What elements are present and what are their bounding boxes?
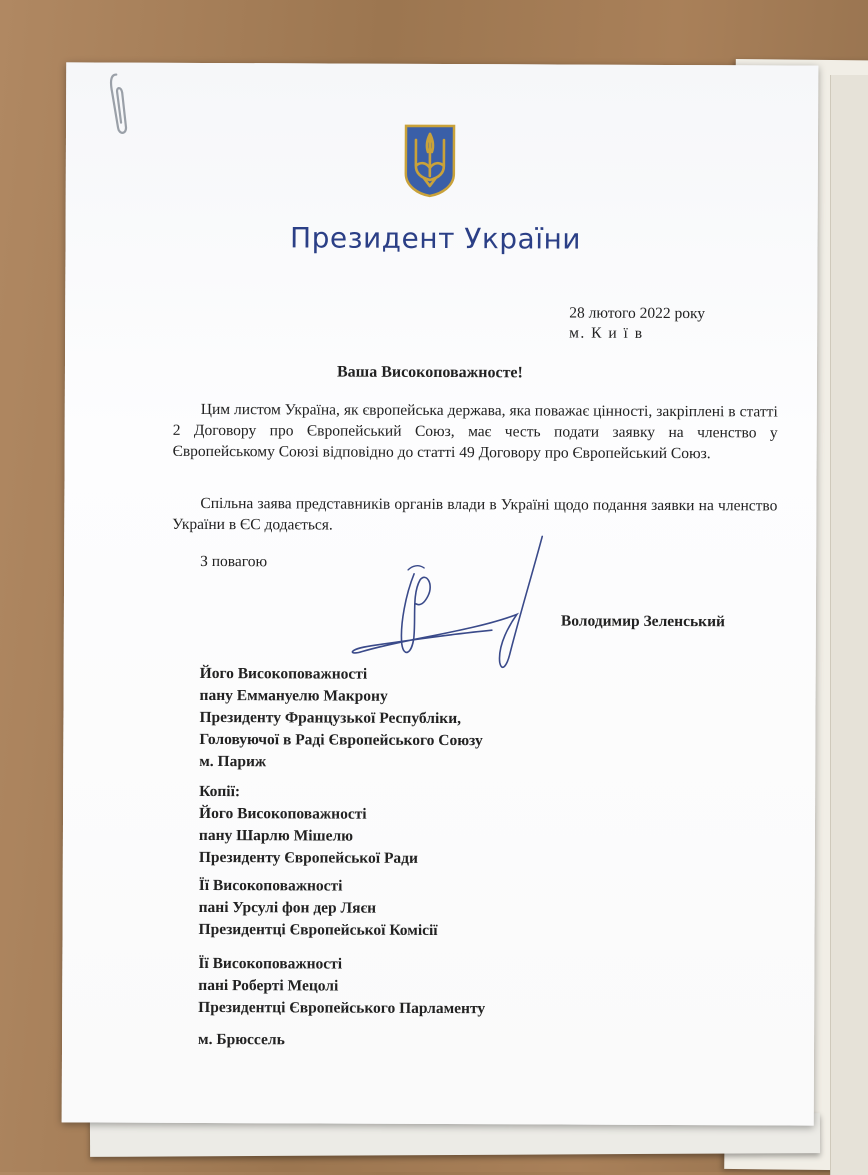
addressee-line: Головуючої в Раді Європейського Союзу — [199, 730, 483, 750]
copies-block-3 — [198, 953, 485, 1020]
page-title: Президент України — [290, 221, 582, 256]
addressee-line: Його Високоповажності — [199, 664, 368, 683]
copy-recipient-line: Президентці Європейської Комісії — [198, 920, 438, 939]
addressee-line: м. Париж — [199, 752, 267, 771]
copy-recipient-line: Президентці Європейського Парламенту — [198, 998, 486, 1018]
body-paragraph-2: Спільна заява представників органів влади в Україні щодо подання заявки на членство України в ЄС додається. — [172, 494, 778, 534]
addressee-line: пану Еммануелю Макрону — [199, 686, 388, 705]
copy-recipient-line: Його Високоповажності — [199, 804, 367, 823]
letter-date: 28 лютого 2022 року — [569, 304, 706, 323]
copy-recipient-line: Її Високоповажності — [198, 954, 343, 973]
addressee-line: Президенту Французької Республіки, — [199, 708, 462, 728]
copies-city: м. Брюссель — [198, 1030, 285, 1049]
copy-recipient-line: Її Високоповажності — [198, 876, 343, 895]
copy-recipient-line: пані Роберті Мецолі — [198, 976, 339, 995]
folder-edge — [830, 75, 868, 1175]
copies-label: Копії: — [199, 782, 241, 801]
tryzub-coat-of-arms-icon — [402, 122, 458, 198]
copy-recipient-line: пану Шарлю Мішелю — [198, 826, 354, 845]
salutation: Ваша Високоповажносте! — [336, 363, 523, 382]
copies-block-2 — [198, 875, 437, 942]
copy-recipient-line: Президенту Європейської Ради — [198, 848, 419, 867]
signer-name: Володимир Зеленський — [560, 612, 725, 631]
body-paragraph-1: Цим листом Україна, як європейська держава, яка поважає цінності, закріплені в статті 2 Договору про Європейський Союз, має честь подати заявку на членство у Європейському Союзі відповідно до статті 49 Договору про Європейський Союз. — [172, 400, 778, 463]
closing-phrase: З повагою — [200, 552, 268, 571]
letter-city: м. К и ї в — [569, 324, 644, 342]
handwritten-signature — [342, 534, 553, 685]
letter-page — [62, 62, 819, 1125]
copy-recipient-line: пані Урсулі фон дер Ляєн — [198, 898, 377, 917]
copies-block-1 — [199, 781, 419, 870]
addressee-block — [199, 663, 483, 774]
paper-clip-icon — [106, 73, 134, 143]
